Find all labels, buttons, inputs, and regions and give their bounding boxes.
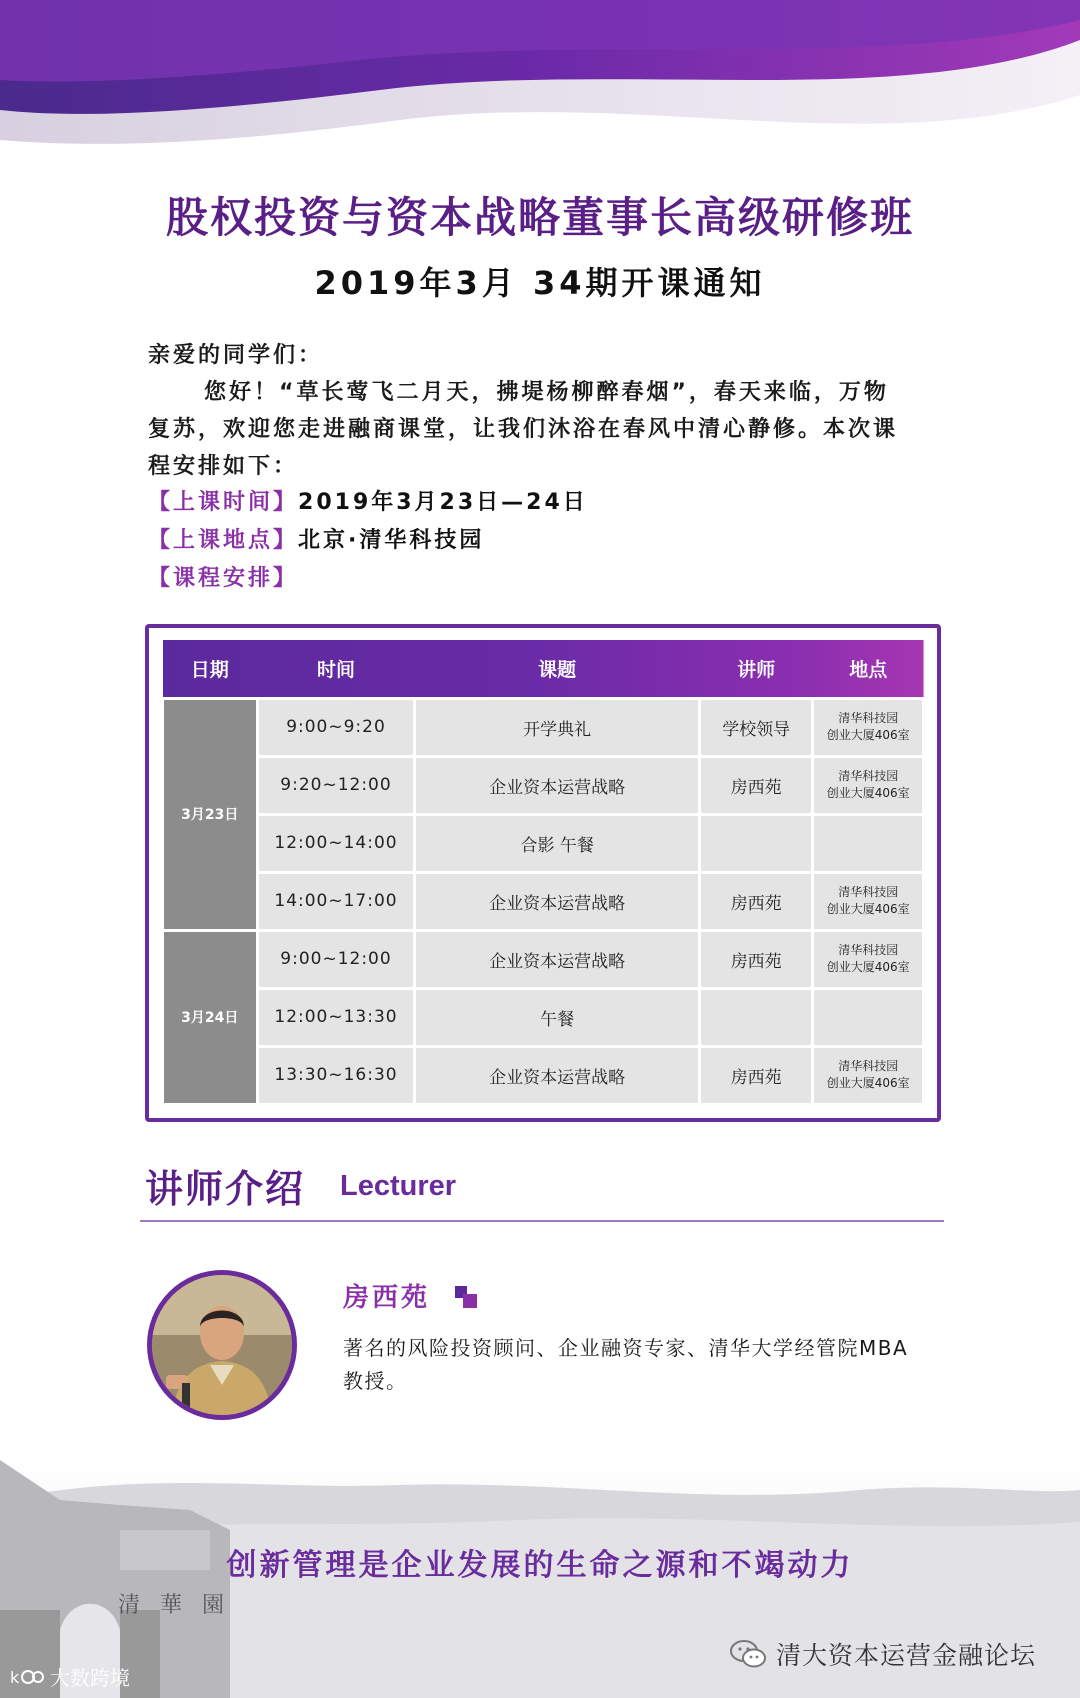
time-cell: 9:20~12:00	[257, 756, 415, 814]
intro-line-1: 您好！“草长莺飞二月天，拂堤杨柳醉春烟”，春天来临，万物	[204, 380, 889, 405]
place-cell	[813, 988, 924, 1046]
section-divider	[140, 1220, 944, 1222]
place-line-2: 创业大厦406室	[826, 960, 910, 974]
table-row	[163, 814, 924, 872]
class-place-value: 北京·清华科技园	[298, 528, 485, 553]
place-line-1: 清华科技园	[838, 943, 899, 957]
class-time-row	[148, 485, 588, 516]
topic-cell: 开学典礼	[415, 698, 700, 756]
watermark-text: 大数跨境	[50, 1666, 130, 1690]
place-cell	[813, 698, 924, 756]
time-cell: 12:00~14:00	[257, 814, 415, 872]
wechat-account-name: 清大资本运营金融论坛	[776, 1641, 1037, 1670]
svg-text:k: k	[10, 1667, 20, 1687]
place-line-2: 创业大厦406室	[826, 902, 910, 916]
time-cell: 13:30~16:30	[257, 1046, 415, 1104]
topic-cell: 企业资本运营战略	[415, 930, 700, 988]
place-cell	[813, 1046, 924, 1104]
table-row	[163, 988, 924, 1046]
teacher-cell: 房西苑	[699, 930, 812, 988]
wechat-account	[730, 1636, 1036, 1672]
teacher-cell: 房西苑	[699, 756, 812, 814]
teacher-cell	[699, 988, 812, 1046]
place-cell	[813, 756, 924, 814]
lecturer-portrait-image	[152, 1275, 292, 1415]
place-line-2: 创业大厦406室	[826, 1076, 910, 1090]
place-line-1: 清华科技园	[838, 711, 899, 725]
lecturer-section-title-en: Lecturer	[340, 1170, 457, 1202]
table-row	[163, 1046, 924, 1104]
header-teacher: 讲师	[737, 658, 776, 681]
time-cell: 14:00~17:00	[257, 872, 415, 930]
intro-line-2: 复苏，欢迎您走进融商课堂，让我们沐浴在春风中清心静修。本次课	[148, 417, 899, 442]
time-cell: 9:00~9:20	[257, 698, 415, 756]
intro-greeting: 亲爱的同学们：	[148, 343, 324, 368]
place-line-1: 清华科技园	[838, 885, 899, 899]
teacher-cell: 房西苑	[699, 872, 812, 930]
class-place-label: 【上课地点】	[148, 528, 299, 553]
topic-cell: 企业资本运营战略	[415, 756, 700, 814]
lecturer-section-title: 讲师介绍	[145, 1167, 306, 1211]
place-line-2: 创业大厦406室	[826, 786, 910, 800]
table-row	[163, 872, 924, 930]
teacher-cell: 学校领导	[699, 698, 812, 756]
schedule-table	[161, 640, 925, 1106]
place-cell	[813, 930, 924, 988]
gate-inscription: 清華園	[118, 1593, 245, 1618]
table-row	[163, 930, 924, 988]
lecturer-avatar	[147, 1270, 297, 1420]
schedule-label-row	[148, 561, 298, 592]
header-time: 时间	[316, 658, 355, 681]
date-cell-day2: 3月24日	[163, 930, 258, 1104]
place-line-1: 清华科技园	[838, 769, 899, 783]
class-time-label: 【上课时间】	[148, 490, 299, 515]
teacher-cell	[699, 814, 812, 872]
date-cell-day1: 3月23日	[163, 698, 258, 930]
lecturer-desc-line-1: 著名的风险投资顾问、企业融资专家、清华大学经管院MBA	[343, 1336, 909, 1360]
teacher-cell: 房西苑	[699, 1046, 812, 1104]
place-cell	[813, 872, 924, 930]
lecturer-desc-line-2: 教授。	[343, 1369, 408, 1393]
intro-text	[148, 337, 948, 485]
topic-cell: 企业资本运营战略	[415, 872, 700, 930]
lecturer-description	[343, 1332, 963, 1398]
place-line-1: 清华科技园	[838, 1059, 899, 1073]
wechat-icon	[730, 1639, 766, 1669]
slogan: 创新管理是企业发展的生命之源和不竭动力	[226, 1548, 854, 1583]
watermark	[10, 1662, 130, 1691]
place-cell	[813, 814, 924, 872]
header-place: 地点	[849, 658, 888, 681]
name-accent-icon	[455, 1286, 477, 1308]
time-cell: 9:00~12:00	[257, 930, 415, 988]
header-date: 日期	[190, 658, 229, 681]
page-subtitle: 2019年3月 34期开课通知	[314, 264, 766, 302]
lecturer-name: 房西苑	[343, 1283, 431, 1313]
header-topic: 课题	[538, 658, 577, 681]
class-time-value: 2019年3月23日—24日	[298, 490, 588, 515]
schedule-label: 【课程安排】	[148, 566, 299, 591]
table-row	[163, 698, 924, 756]
watermark-logo-icon	[10, 1665, 44, 1689]
topic-cell: 午餐	[415, 988, 700, 1046]
table-row	[163, 756, 924, 814]
schedule-header-row	[163, 640, 924, 698]
top-wave-banner	[0, 0, 1080, 170]
time-cell: 12:00~13:30	[257, 988, 415, 1046]
page-title: 股权投资与资本战略董事长高级研修班	[165, 193, 914, 242]
topic-cell: 企业资本运营战略	[415, 1046, 700, 1104]
intro-line-3: 程安排如下：	[148, 454, 299, 479]
class-place-row	[148, 523, 484, 554]
place-line-2: 创业大厦406室	[826, 728, 910, 742]
topic-cell: 合影 午餐	[415, 814, 700, 872]
